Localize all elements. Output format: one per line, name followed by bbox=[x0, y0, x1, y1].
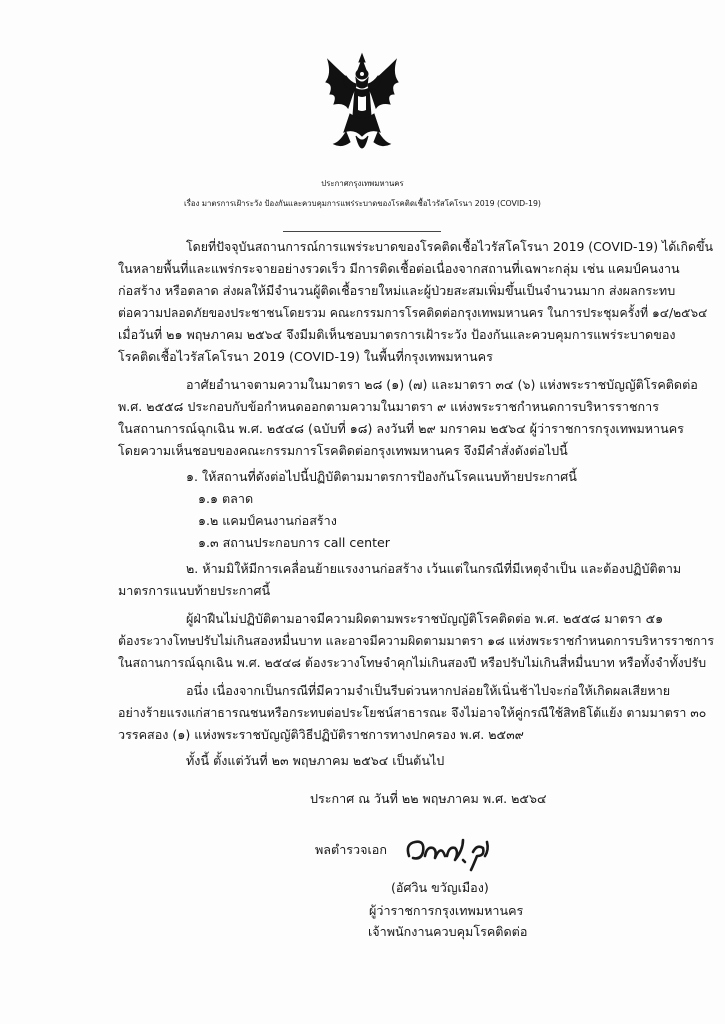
urgency-line: วรรคสอง (๑) แห่งพระราชบัญญัติวิธีปฏิบัติราชการทางปกครอง พ.ศ. ๒๕๓๙ bbox=[118, 727, 524, 742]
announcement-date: ประกาศ ณ วันที่ ๒๒ พฤษภาคม พ.ศ. ๒๕๖๔ bbox=[310, 791, 547, 806]
paragraph1-line: โดยที่ปัจจุบันสถานการณ์การแพร่ระบาดของโรคติดเชื้อไวรัสโคโรนา 2019 (COVID-19) ได้เกิดขึ้น bbox=[186, 239, 714, 254]
signer-name: (อัศวิน ขวัญเมือง) bbox=[391, 880, 489, 895]
issuer-title: ประกาศกรุงเทพมหานคร bbox=[321, 179, 404, 188]
paragraph1-line: ในหลายพื้นที่และแพร่กระจายอย่างรวดเร็ว มีการติดเชื้อต่อเนื่องจากสถานที่เฉพาะกลุ่ม เช่น แคมป์คนงาน bbox=[118, 261, 680, 276]
garuda-emblem-icon bbox=[322, 52, 402, 160]
paragraph2-line: ในสถานการณ์ฉุกเฉิน พ.ศ. ๒๕๔๘ (ฉบับที่ ๑๘) ลงวันที่ ๒๙ มกราคม ๒๕๖๔ ผู้ว่าราชการกรุงเทพมหานคร bbox=[118, 421, 684, 436]
penalty-line: ต้องระวางโทษปรับไม่เกินสองหมื่นบาท และอาจมีความผิดตามมาตรา ๑๘ แห่งพระราชกำหนดการบริหารราชการ bbox=[118, 633, 714, 648]
signer-rank: พลตำรวจเอก bbox=[315, 842, 387, 857]
penalty-line: ผู้ฝ่าฝืนไม่ปฏิบัติตามอาจมีความผิดตามพระราชบัญญัติโรคติดต่อ พ.ศ. ๒๕๕๘ มาตรา ๕๑ bbox=[186, 611, 664, 626]
paragraph2-line: พ.ศ. ๒๕๕๘ ประกอบกับข้อกำหนดออกตามความในมาตรา ๙ แห่งพระราชกำหนดการบริหารราชการ bbox=[118, 399, 659, 414]
header-divider bbox=[283, 231, 441, 232]
subject-line: เรื่อง มาตรการเฝ้าระวัง ป้องกันและควบคุมการแพร่ระบาดของโรคติดเชื้อไวรัสโคโรนา 2019 (COVID-19) bbox=[184, 199, 541, 208]
urgency-line: อนึ่ง เนื่องจากเป็นกรณีที่มีความจำเป็นรีบด่วนหากปล่อยให้เนิ่นช้าไปจะก่อให้เกิดผลเสียหาย bbox=[186, 683, 671, 698]
urgency-line: อย่างร้ายแรงแก่สาธารณชนหรือกระทบต่อประโยชน์สาธารณะ จึงไม่อาจให้คู่กรณีใช้สิทธิโต้แย้ง ตามมาตรา ๓๐ bbox=[118, 705, 707, 720]
order2-line: ๒. ห้ามมิให้มีการเคลื่อนย้ายแรงงานก่อสร้าง เว้นแต่ในกรณีที่มีเหตุจำเป็น และต้องปฏิบัติตาม bbox=[186, 561, 682, 576]
order1-item: ๑.๒ แคมป์คนงานก่อสร้าง bbox=[198, 513, 337, 528]
signer-role: เจ้าพนักงานควบคุมโรคติดต่อ bbox=[368, 924, 528, 939]
order1-item: ๑.๓ สถานประกอบการ call center bbox=[198, 535, 390, 550]
paragraph1-line: ก่อสร้าง หรือตลาด ส่งผลให้มีจำนวนผู้ติดเชื้อรายใหม่และผู้ป่วยสะสมเพิ่มขึ้นเป็นจำนวนมาก ส่งผลกระทบ bbox=[118, 283, 676, 298]
handwritten-signature bbox=[403, 826, 499, 872]
order2-line: มาตรการแนบท้ายประกาศนี้ bbox=[118, 583, 271, 598]
signer-title: ผู้ว่าราชการกรุงเทพมหานคร bbox=[369, 903, 524, 918]
order1-item: ๑.๑ ตลาด bbox=[198, 491, 254, 506]
penalty-line: ในสถานการณ์ฉุกเฉิน พ.ศ. ๒๕๔๘ ต้องระวางโทษจำคุกไม่เกินสองปี หรือปรับไม่เกินสี่หมื่นบาท หรือทั้งจำทั้งปรับ bbox=[118, 655, 707, 670]
paragraph1-line: โรคติดเชื้อไวรัสโคโรนา 2019 (COVID-19) ในพื้นที่กรุงเทพมหานคร bbox=[118, 349, 493, 364]
paragraph1-line: เมื่อวันที่ ๒๑ พฤษภาคม ๒๕๖๔ จึงมีมติเห็นชอบมาตรการเฝ้าระวัง ป้องกันและควบคุมการแพร่ระบาดของ bbox=[118, 327, 676, 342]
order1-heading: ๑. ให้สถานที่ดังต่อไปนี้ปฏิบัติตามมาตรการป้องกันโรคแนบท้ายประกาศนี้ bbox=[186, 469, 577, 484]
paragraph2-line: โดยความเห็นชอบของคณะกรรมการโรคติดต่อกรุงเทพมหานคร จึงมีคำสั่งดังต่อไปนี้ bbox=[118, 443, 568, 458]
paragraph1-line: ต่อความปลอดภัยของประชาชนโดยรวม คณะกรรมการโรคติดต่อกรุงเทพมหานคร ในการประชุมครั้งที่ ๑๔/๒๕๖๔ bbox=[118, 306, 708, 320]
paragraph2-line: อาศัยอำนาจตามความในมาตรา ๒๘ (๑) (๗) และมาตรา ๓๔ (๖) แห่งพระราชบัญญัติโรคติดต่อ bbox=[186, 377, 698, 392]
effective-date: ทั้งนี้ ตั้งแต่วันที่ ๒๓ พฤษภาคม ๒๕๖๔ เป็นต้นไป bbox=[186, 753, 445, 768]
